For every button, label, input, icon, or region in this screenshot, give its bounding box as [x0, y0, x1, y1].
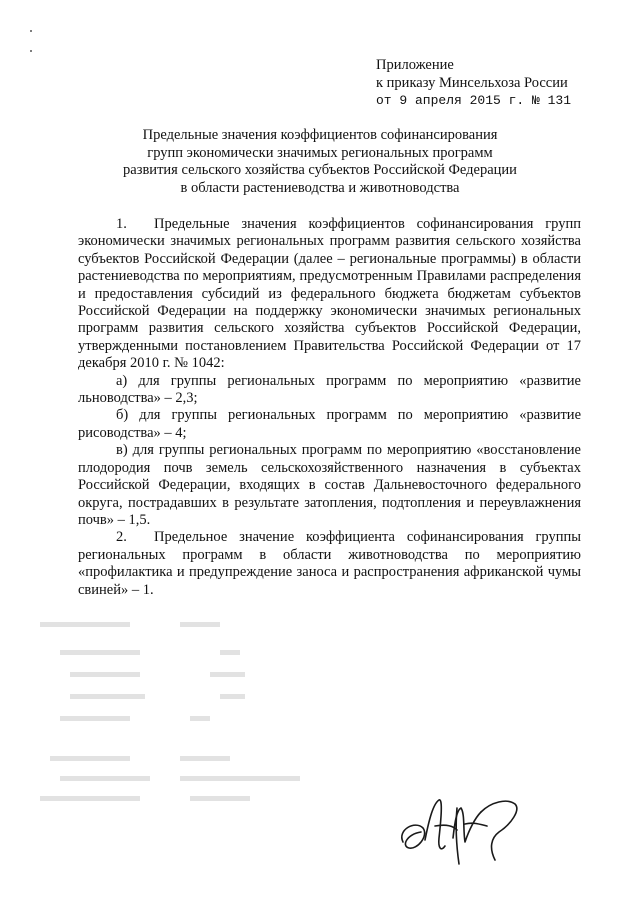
scan-speck [30, 30, 32, 32]
handwritten-signature [395, 790, 535, 870]
title-line: Предельные значения коэффициентов софинансирования [142, 127, 498, 143]
paragraph-text: Предельное значение коэффициента софинансирования группы региональных программ в области животноводства по мероприятию «профилактика и предупреждение заноса и распространения африканской чумы свиней» – 1. [78, 529, 581, 598]
annex-order-ref: к приказу Минсельхоза России [376, 74, 568, 91]
annex-label: Приложение [376, 57, 454, 73]
list-item-a: а) для группы региональных программ по мероприятию «развитие льноводства» – 2,3; [78, 372, 581, 407]
paragraph-1 [78, 216, 581, 373]
list-item-c: в) для группы региональных программ по мероприятию «восстановление плодородия почв земель сельскохозяйственного назначения в субъектах Российской Федерации, входящих в состав Дальневосточного федерального округа, пострадавших в результате затопления, подтопления и переувлажнения почв» – 1,5. [78, 442, 581, 528]
paragraph-number: 2. [116, 529, 127, 546]
list-item-b: б) для группы региональных программ по мероприятию «развитие рисоводства» – 4; [78, 407, 581, 441]
bleed-through-texture [30, 620, 350, 810]
title-line: развития сельского хозяйства субъектов Российской Федерации [123, 162, 517, 178]
title-line: в области растениеводства и животноводства [180, 179, 460, 196]
annex-order-date: от 9 апреля 2015 г. № 131 [376, 93, 572, 108]
paragraph-number: 1. [116, 216, 127, 232]
annex-header [376, 57, 571, 110]
paragraph-2 [78, 529, 581, 599]
paragraph-text: Предельные значения коэффициентов софинансирования групп экономически значимых региональных программ развития сельского хозяйства субъектов Российской Федерации (далее – региональные программы) в области растениеводства по мероприятиям, предусмотренным Правилами распределения и предоставления субсидий из федерального бюджета бюджетам субъектов Российской Федерации на поддержку экономически значимых региональных программ развития сельского хозяйства субъектов Российской Федерации, утвержденными постановлением Правительства Российской Федерации от 17 декабря 2010 г. № 1042: [78, 216, 581, 372]
title-line: групп экономически значимых региональных программ [147, 144, 493, 161]
document-body [78, 216, 581, 599]
scan-speck [30, 50, 32, 52]
document-title [80, 127, 560, 197]
